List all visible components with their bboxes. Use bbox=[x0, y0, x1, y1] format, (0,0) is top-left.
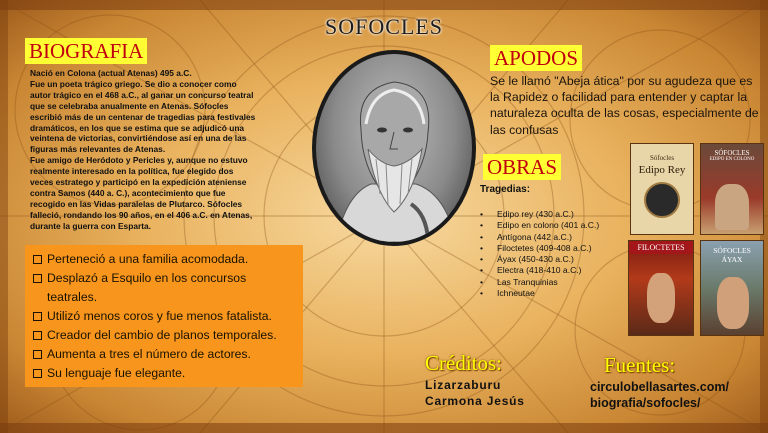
work-item: • Las Tranquinias bbox=[480, 277, 599, 288]
bio-line: dramáticos, en los que se estima que se adjudicó una bbox=[30, 122, 245, 133]
bio-line: Nació en Colona (actual Atenas) 495 a.C. bbox=[30, 68, 192, 78]
checkbox-bullet-icon bbox=[33, 331, 42, 340]
bio-line: que se celebraba anualmente en Atenas. Sófocles bbox=[30, 100, 229, 111]
work-item: • Áyax (450-430 a.C.) bbox=[480, 254, 599, 265]
fuentes-line2: biografia/sofocles/ bbox=[590, 396, 701, 410]
fuentes-line1: circulobellasartes.com/ bbox=[590, 380, 729, 394]
facts-box bbox=[25, 245, 303, 387]
biografia-text bbox=[30, 68, 280, 232]
bio-line: veces estratego y participó en la expedición ateniense bbox=[30, 177, 247, 188]
biografia-heading: BIOGRAFIA bbox=[25, 38, 147, 64]
book-cover-edipo-rey: Sófocles Edipo Rey bbox=[630, 143, 694, 235]
fact-item: Su lenguaje fue elegante. bbox=[31, 364, 297, 383]
fact-item: Aumenta a tres el número de actores. bbox=[31, 345, 297, 364]
obras-heading: OBRAS bbox=[483, 154, 561, 180]
bio-line: realmente interesado en la política, fue elegido dos bbox=[30, 166, 234, 177]
bio-line: veintena de victorias, convirtiéndose así en una de las bbox=[30, 133, 247, 144]
bio-line: figuras más relevantes de Atenas. bbox=[30, 144, 166, 155]
page-title: SOFOCLES bbox=[324, 14, 444, 39]
apodos-text: Se le llamó "Abeja ática" por su agudeza que es la Rapidez o facilidad para entender y captar la naturaleza oculta de las cosas, especialmente de las confusas bbox=[490, 74, 759, 137]
work-item: • Edipo en colono (401 a.C.) bbox=[480, 220, 599, 231]
bio-line: escribió más de un centenar de tragedias para festivales bbox=[30, 111, 256, 122]
creditos-heading: Créditos: bbox=[425, 351, 502, 375]
fact-item: Creador del cambio de planos temporales. bbox=[31, 326, 297, 345]
bio-line: recogido en las Vidas paralelas de Plutarco. Sófocles bbox=[30, 198, 243, 209]
book-cover-filoctetes: FILOCTETES bbox=[628, 240, 694, 336]
creditos-line2: Carmona Jesús bbox=[425, 394, 525, 408]
bio-line: durante la guerra con Esparta. bbox=[30, 220, 152, 231]
work-item: • Filoctetes (409-408 a.C.) bbox=[480, 243, 599, 254]
work-item: • Edipo rey (430 a.C.) bbox=[480, 209, 599, 220]
creditos-line1: Lizarzaburu bbox=[425, 378, 502, 392]
bio-line: falleció, rondando los 90 años, en el 406 a.C. en Atenas, bbox=[30, 209, 253, 220]
bio-line: Fue un poeta trágico griego. Se dio a conocer como bbox=[30, 78, 237, 89]
fuentes-heading: Fuentes: bbox=[604, 353, 676, 377]
book-cover-ayax: SÓFOCLES ÁYAX bbox=[700, 240, 764, 336]
works-list bbox=[480, 209, 599, 299]
bust-illustration bbox=[316, 54, 472, 242]
apodos-heading: APODOS bbox=[490, 45, 582, 71]
work-item: • Electra (418-410 a.C.) bbox=[480, 265, 599, 276]
tragedias-label: Tragedias: bbox=[480, 184, 531, 195]
book-cover-edipo-colono: SÓFOCLES EDIPO EN COLONO bbox=[700, 143, 764, 235]
checkbox-bullet-icon bbox=[33, 312, 42, 321]
bio-line: Fue amigo de Heródoto y Pericles y, aunque no estuvo bbox=[30, 155, 248, 166]
work-item: • Ichneutae bbox=[480, 288, 599, 299]
bio-line: contra Samos (440 a. C.), acontecimiento que fue bbox=[30, 187, 226, 198]
fact-item: Desplazó a Esquilo en los concursos teatrales. bbox=[31, 269, 297, 307]
checkbox-bullet-icon bbox=[33, 350, 42, 359]
checkbox-bullet-icon bbox=[33, 274, 42, 283]
fact-item: Perteneció a una familia acomodada. bbox=[31, 250, 297, 269]
bio-line: autor trágico en el 468 a.C., al ganar un concurso teatral bbox=[30, 89, 254, 100]
checkbox-bullet-icon bbox=[33, 369, 42, 378]
sofocles-portrait bbox=[312, 50, 476, 246]
work-item: • Antígona (442 a.C.) bbox=[480, 232, 599, 243]
checkbox-bullet-icon bbox=[33, 255, 42, 264]
fact-item: Utilizó menos coros y fue menos fatalista. bbox=[31, 307, 297, 326]
